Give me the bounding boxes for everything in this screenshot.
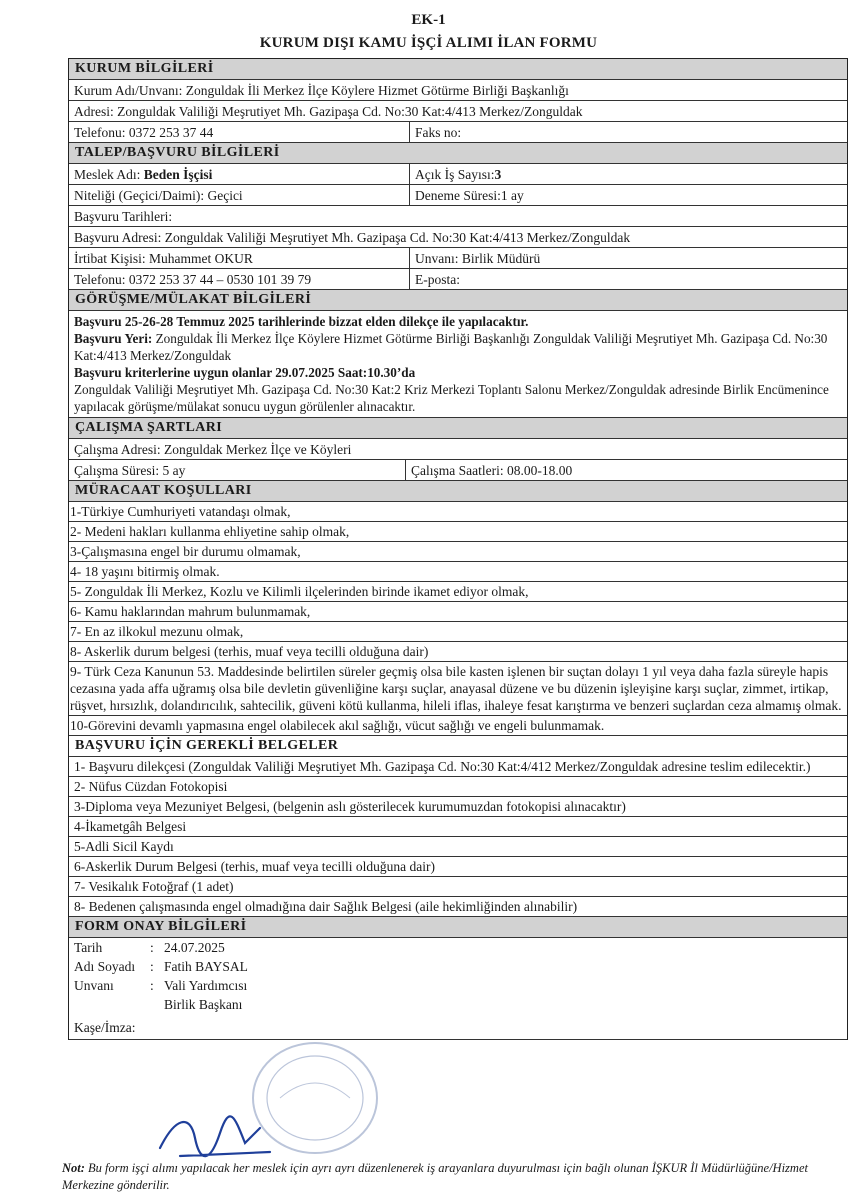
- muracaat-item: 10-Görevini devamlı yapmasına engel olabilecek akıl sağlığı, vücut sağlığı ve engeli bulunmamak.: [69, 716, 847, 736]
- section-talep-title: TALEP/BAŞVURU BİLGİLERİ: [69, 143, 847, 164]
- gorusme-p3: Başvuru kriterlerine uygun olanlar 29.07.2025 Saat:10.30’da: [74, 365, 416, 380]
- row-calisma-suresi: [69, 460, 847, 481]
- section-calisma-title: ÇALIŞMA ŞARTLARI: [69, 418, 847, 439]
- onay-tarih-row: [69, 938, 847, 957]
- onay-unvan2-value: Birlik Başkanı: [164, 997, 243, 1012]
- note-text: Bu form işçi alımı yapılacak her meslek için ayrı ayrı düzenlenerek iş arayanlara duyurulması için bağlı olunan İŞKUR İl Müdürlüğüne/Hizmet Merkezine gönderilir.: [62, 1161, 808, 1192]
- gorusme-basvuru-tarih: [74, 313, 842, 330]
- muracaat-item: 4- 18 yaşını bitirmiş olmak.: [69, 562, 847, 582]
- meslek-adi: [69, 165, 409, 184]
- kurum-faks: Faks no:: [409, 122, 847, 142]
- acik-label: Açık İş Sayısı:: [415, 166, 495, 182]
- onay-unvan-row: [69, 976, 847, 995]
- belgeler-list: [69, 757, 847, 917]
- row-kurum-adres: [69, 101, 847, 122]
- muracaat-item: 6- Kamu haklarından mahrum bulunmamak,: [69, 602, 847, 622]
- niteligi: Niteliği (Geçici/Daimi): Geçici: [74, 187, 243, 203]
- onay-adi-label: Adı Soyadı: [74, 959, 136, 974]
- gorusme-basvuru-yeri: [74, 330, 842, 364]
- muracaat-item: 5- Zonguldak İli Merkez, Kozlu ve Kilimli ilçelerinden birinde ikamet ediyor olmak,: [69, 582, 847, 602]
- row-meslek: [69, 164, 847, 185]
- form-title: KURUM DIŞI KAMU İŞÇİ ALIMI İLAN FORMU: [259, 35, 598, 51]
- kurum-telefon: Telefonu: 0372 253 37 44: [74, 124, 214, 140]
- section-belgeler-title: BAŞVURU İÇİN GEREKLİ BELGELER: [69, 736, 847, 757]
- calisma-saatleri: Çalışma Saatleri: 08.00-18.00: [405, 460, 847, 480]
- gorusme-kriter: [74, 364, 842, 381]
- row-calisma-adresi: [69, 439, 847, 460]
- belge-item: 5-Adli Sicil Kaydı: [69, 837, 847, 857]
- gorusme-p1: Başvuru 25-26-28 Temmuz 2025 tarihlerinde bizzat elden dilekçe ile yapılacaktır.: [74, 314, 529, 329]
- muracaat-item: 7- En az ilkokul mezunu olmak,: [69, 622, 847, 642]
- belge-item: 2- Nüfus Cüzdan Fotokopisi: [69, 777, 847, 797]
- annex-label: EK-1: [411, 12, 446, 28]
- onay-unvan-label: Unvanı: [74, 978, 114, 993]
- signature-icon: [150, 1108, 300, 1168]
- row-basvuru-adresi: [69, 227, 847, 248]
- basvuru-adresi: Başvuru Adresi: Zonguldak Valiliği Meşrutiyet Mh. Gazipaşa Cd. No:30 Kat:4/413 Merkez/Zonguldak: [74, 229, 631, 245]
- onay-adi-sep: :: [150, 959, 154, 974]
- basvuru-tarihleri: Başvuru Tarihleri:: [74, 208, 173, 224]
- belge-item: 1- Başvuru dilekçesi (Zonguldak Valiliği Meşrutiyet Mh. Gazipaşa Cd. No:30 Kat:4/412 Merkez/Zonguldak adresine teslim edilecektir.): [69, 757, 847, 777]
- row-nitelik: [69, 185, 847, 206]
- belge-item: 7- Vesikalık Fotoğraf (1 adet): [69, 877, 847, 897]
- onay-unvan2-row: [69, 995, 847, 1014]
- section-onay-title: FORM ONAY BİLGİLERİ: [69, 917, 847, 938]
- row-kurum-adi: [69, 80, 847, 101]
- acik-is-sayisi: [409, 164, 847, 184]
- announcement-form: [68, 58, 848, 1040]
- onay-unvan2-spacer2: [150, 995, 164, 1014]
- onay-adi-row: [69, 957, 847, 976]
- onay-unvan-value: Vali Yardımcısı: [164, 978, 248, 993]
- row-kurum-iletisim: [69, 122, 847, 143]
- section-gorusme-title: GÖRÜŞME/MÜLAKAT BİLGİLERİ: [69, 290, 847, 311]
- calisma-suresi: Çalışma Süresi: 5 ay: [74, 462, 186, 478]
- muracaat-item: 2- Medeni hakları kullanma ehliyetine sahip olmak,: [69, 522, 847, 542]
- onay-tarih-label: Tarih: [74, 940, 103, 955]
- deneme-suresi: Deneme Süresi:1 ay: [409, 185, 847, 205]
- talep-eposta: E-posta:: [409, 269, 847, 289]
- belge-item: 8- Bedenen çalışmasında engel olmadığına dair Sağlık Belgesi (aile hekimliğinden alınabilir): [69, 897, 847, 917]
- acik-value: 3: [494, 166, 502, 182]
- onay-block: [69, 938, 847, 1040]
- muracaat-list: [69, 502, 847, 736]
- onay-kase-label: Kaşe/İmza:: [74, 1020, 136, 1035]
- calisma-adresi: Çalışma Adresi: Zonguldak Merkez İlçe ve Köyleri: [74, 441, 352, 457]
- meslek-value: Beden İşçisi: [143, 166, 213, 182]
- muracaat-item: 1-Türkiye Cumhuriyeti vatandaşı olmak,: [69, 502, 847, 522]
- belge-item: 4-İkametgâh Belgesi: [69, 817, 847, 837]
- kurum-adi: Kurum Adı/Unvanı: Zonguldak İli Merkez İlçe Köylere Hizmet Götürme Birliği Başkanlığı: [74, 82, 569, 98]
- irtibat-unvani: Unvanı: Birlik Müdürü: [409, 248, 847, 268]
- section-kurum-title: KURUM BİLGİLERİ: [69, 59, 847, 80]
- talep-telefon: Telefonu: 0372 253 37 44 – 0530 101 39 79: [74, 271, 312, 287]
- kurum-adres: Adresi: Zonguldak Valiliği Meşrutiyet Mh. Gazipaşa Cd. No:30 Kat:4/413 Merkez/Zonguldak: [74, 103, 583, 119]
- onay-tarih-sep: :: [150, 940, 154, 955]
- belge-item: 6-Askerlik Durum Belgesi (terhis, muaf veya tecilli olduğuna dair): [69, 857, 847, 877]
- onay-unvan2-spacer: [74, 995, 150, 1014]
- irtibat-kisisi: İrtibat Kişisi: Muhammet OKUR: [74, 250, 253, 266]
- onay-kase-row: [69, 1018, 847, 1037]
- row-basvuru-tarihleri: [69, 206, 847, 227]
- muracaat-item: 9- Türk Ceza Kanunun 53. Maddesinde belirtilen süreler geçmiş olsa bile kasten işlenen bir suçtan dolayı 1 yıl veya daha fazla süreyle hapis cezasına yada affa uğramış olsa bile devletin güvenliğine karşı suçlar, anayasal düzene ve bu düzenin işleyişine karşı suçlar, zimmet, irtikap, rüşvet, hırsızlık, dolandırıcılık, sahtecilik, güveni kötü kullanma, hileli iflas, ihaleye fesat karıştırma ve benzeri suçlardan ceza almamış olmak.: [69, 662, 847, 716]
- gorusme-p2-label: Başvuru Yeri:: [74, 331, 153, 346]
- row-irtibat: [69, 248, 847, 269]
- section-muracaat-title: MÜRACAAT KOŞULLARI: [69, 481, 847, 502]
- meslek-label: Meslek Adı:: [74, 166, 144, 182]
- muracaat-item: 3-Çalışmasına engel bir durumu olmamak,: [69, 542, 847, 562]
- gorusme-p2: Zonguldak İli Merkez İlçe Köylere Hizmet Götürme Birliği Başkanlığı Zonguldak Valiliği Meşrutiyet Mh. Gazipaşa Cd. No:30 Kat:4/413 Merkez/Zonguldak: [74, 331, 828, 363]
- belge-item: 3-Diploma veya Mezuniyet Belgesi, (belgenin aslı gösterilecek kurumumuzdan fotokopisi alınacaktır): [69, 797, 847, 817]
- onay-adi-value: Fatih BAYSAL: [164, 959, 248, 974]
- row-talep-iletisim: [69, 269, 847, 290]
- note-label: Not:: [62, 1161, 85, 1175]
- onay-unvan-sep: :: [150, 978, 154, 993]
- muracaat-item: 8- Askerlik durum belgesi (terhis, muaf veya tecilli olduğuna dair): [69, 642, 847, 662]
- onay-tarih-value: 24.07.2025: [164, 940, 225, 955]
- gorusme-details: [69, 311, 847, 418]
- gorusme-mulakat-yeri: Zonguldak Valiliği Meşrutiyet Mh. Gazipaşa Cd. No:30 Kat:2 Kriz Merkezi Toplantı Salonu Merkez/Zonguldak adresinde Birlik Encümenince yapılacak görüşme/mülakat sonucu uygun görülenler alınacaktır.: [74, 382, 829, 414]
- form-note: [62, 1160, 847, 1194]
